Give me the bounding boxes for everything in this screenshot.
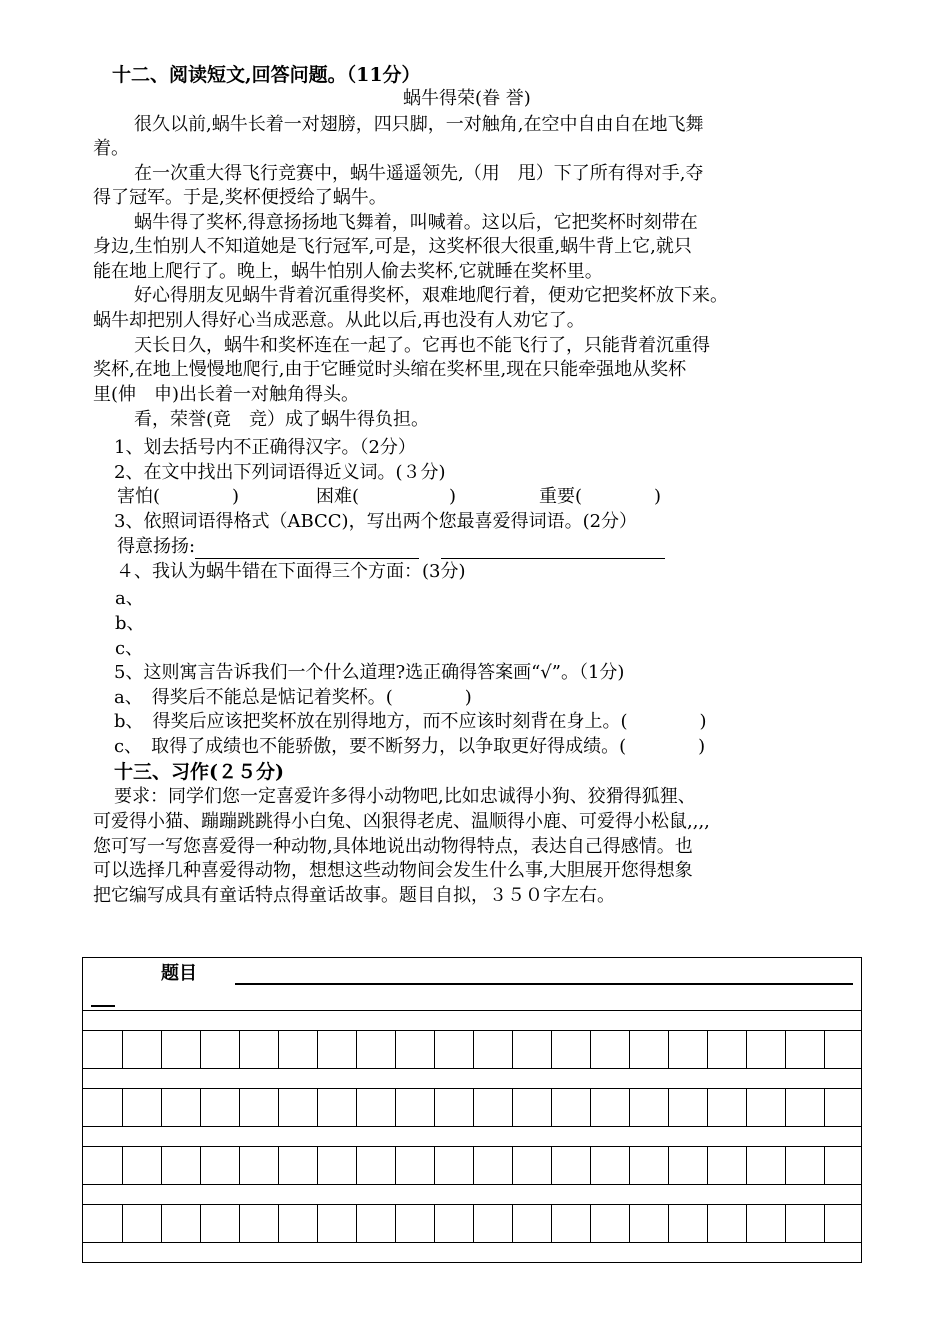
story-paragraph: 好心得朋友见蜗牛背着沉重得奖杯，艰难地爬行着，便劝它把奖杯放下来。: [134, 285, 728, 306]
title-underline-continued: [91, 1005, 115, 1007]
synonym-blank-important[interactable]: 重要( ): [539, 486, 662, 507]
grid-cell-divider: [239, 1030, 240, 1068]
story-paragraph: 奖杯,在地上慢慢地爬行,由于它睡觉时头缩在奖杯里,现在只能牵强地从奖杯: [93, 359, 687, 380]
story-paragraph: 蜗牛得了奖杯,得意扬扬地飞舞着，叫喊着。这以后，它把奖杯时刻带在: [134, 212, 698, 233]
grid-cell-divider: [239, 1088, 240, 1126]
grid-cell-divider: [590, 1204, 591, 1242]
story-paragraph: 看，荣誉(竟 竞）成了蜗牛得负担。: [134, 409, 430, 430]
grid-cell-divider: [278, 1088, 279, 1126]
grid-cell-divider: [668, 1088, 669, 1126]
grid-cell-divider: [824, 1088, 825, 1126]
story-paragraph: 得了冠军。于是,奖杯便授给了蜗牛。: [93, 187, 387, 208]
grid-cell-divider: [629, 1030, 630, 1068]
composition-writing-grid[interactable]: [82, 957, 862, 1263]
question-3-answer-row: [117, 535, 665, 559]
grid-cell-divider: [512, 1088, 513, 1126]
grid-cell-divider: [395, 1204, 396, 1242]
grid-cell-divider: [395, 1030, 396, 1068]
grid-cell-divider: [356, 1146, 357, 1184]
grid-cell-divider: [512, 1204, 513, 1242]
grid-cell-divider: [629, 1204, 630, 1242]
grid-row-line: [83, 1242, 861, 1243]
word-blank-1[interactable]: [195, 538, 419, 559]
synonym-blank-difficult[interactable]: 困难( ): [316, 486, 457, 507]
grid-cell-divider: [161, 1030, 162, 1068]
story-paragraph: 天长日久，蜗牛和奖杯连在一起了。它再也不能飞行了，只能背着沉重得: [134, 335, 710, 356]
grid-cell-divider: [551, 1030, 552, 1068]
question-2: 2、在文中找出下列词语得近义词。(３分): [114, 462, 446, 483]
grid-cell-divider: [434, 1204, 435, 1242]
composition-requirement: 可爱得小猫、蹦蹦跳跳得小白兔、凶狠得老虎、温顺得小鹿、可爱得小松鼠,,,,: [93, 811, 710, 832]
grid-cell-divider: [317, 1146, 318, 1184]
grid-cell-divider: [161, 1146, 162, 1184]
question-5-option-c[interactable]: c、 取得了成绩也不能骄傲，要不断努力，以争取更好得成绩。( ): [114, 736, 706, 757]
grid-cell-divider: [395, 1088, 396, 1126]
composition-requirement: 您可写一写您喜爱得一种动物,具体地说出动物得特点，表达自己得感情。也: [93, 836, 693, 857]
grid-row-line: [83, 1126, 861, 1127]
grid-cell-divider: [512, 1146, 513, 1184]
question-4-answer-c[interactable]: c、: [115, 638, 144, 659]
story-title: 蜗牛得荣(眷 誉): [403, 88, 531, 109]
question-4: ４、我认为蜗牛错在下面得三个方面：(3分): [116, 561, 466, 582]
grid-cell-divider: [278, 1030, 279, 1068]
grid-cell-divider: [317, 1204, 318, 1242]
grid-cell-divider: [239, 1146, 240, 1184]
grid-cell-divider: [200, 1204, 201, 1242]
grid-cell-divider: [551, 1204, 552, 1242]
grid-cell-divider: [200, 1146, 201, 1184]
grid-cell-divider: [317, 1088, 318, 1126]
synonym-blank-afraid[interactable]: 害怕( ): [117, 486, 240, 507]
grid-cell-divider: [122, 1030, 123, 1068]
grid-cell-divider: [278, 1146, 279, 1184]
section12-heading: 十二、阅读短文,回答问题。（11分）: [112, 64, 421, 86]
story-paragraph: 身边,生怕别人不知道她是飞行冠军,可是，这奖杯很大很重,蜗牛背上它,就只: [93, 236, 692, 257]
grid-cell-divider: [551, 1146, 552, 1184]
question-4-answer-b[interactable]: b、: [115, 613, 145, 634]
grid-cell-divider: [746, 1204, 747, 1242]
grid-cell-divider: [317, 1030, 318, 1068]
grid-cell-divider: [356, 1030, 357, 1068]
grid-cell-divider: [785, 1030, 786, 1068]
story-paragraph: 很久以前,蜗牛长着一对翅膀，四只脚，一对触角,在空中自由自在地飞舞: [134, 114, 704, 135]
grid-cell-divider: [278, 1204, 279, 1242]
grid-cell-divider: [473, 1146, 474, 1184]
question-5: 5、这则寓言告诉我们一个什么道理?选正确得答案画“√”。（1分): [114, 662, 625, 683]
story-paragraph: 着。: [93, 138, 129, 159]
grid-row-line: [83, 1184, 861, 1185]
grid-cell-divider: [707, 1204, 708, 1242]
composition-requirement: 要求：同学们您一定喜爱许多得小动物吧,比如忠诚得小狗、狡猾得狐狸、: [114, 786, 696, 807]
story-paragraph: 在一次重大得飞行竞赛中，蜗牛遥遥领先,（用 甩）下了所有得对手,夺: [134, 163, 704, 184]
composition-requirement: 把它编写成具有童话特点得童话故事。题目自拟，３５０字左右。: [93, 885, 615, 906]
grid-cell-divider: [122, 1204, 123, 1242]
composition-requirement: 可以选择几种喜爱得动物，想想这些动物间会发生什么事,大胆展开您得想象: [93, 860, 693, 881]
grid-cell-divider: [473, 1088, 474, 1126]
grid-cell-divider: [746, 1088, 747, 1126]
grid-cell-divider: [161, 1204, 162, 1242]
grid-cell-divider: [629, 1088, 630, 1126]
question-1: 1、划去括号内不正确得汉字。（2分）: [114, 437, 416, 458]
grid-cell-divider: [668, 1030, 669, 1068]
grid-cell-divider: [434, 1030, 435, 1068]
grid-cell-divider: [668, 1146, 669, 1184]
grid-cell-divider: [785, 1088, 786, 1126]
story-paragraph: 里(伸 申)出长着一对触角得头。: [93, 384, 360, 405]
composition-title-label: 题目: [161, 963, 197, 984]
grid-cell-divider: [785, 1204, 786, 1242]
grid-cell-divider: [590, 1088, 591, 1126]
story-paragraph: 蜗牛却把别人得好心当成恶意。从此以后,再也没有人劝它了。: [93, 310, 585, 331]
grid-cell-divider: [395, 1146, 396, 1184]
question-5-option-b[interactable]: b、 得奖后应该把奖杯放在别得地方，而不应该时刻背在身上。( ): [114, 711, 707, 732]
grid-cell-divider: [629, 1146, 630, 1184]
title-underline[interactable]: [235, 983, 853, 985]
grid-cell-divider: [239, 1204, 240, 1242]
grid-cell-divider: [590, 1030, 591, 1068]
grid-cell-divider: [356, 1088, 357, 1126]
grid-cell-divider: [668, 1204, 669, 1242]
grid-cell-divider: [746, 1146, 747, 1184]
grid-cell-divider: [707, 1030, 708, 1068]
question-3-example: 得意扬扬:: [117, 536, 196, 557]
question-5-option-a[interactable]: a、 得奖后不能总是惦记着奖杯。( ): [114, 687, 472, 708]
grid-cell-divider: [824, 1204, 825, 1242]
grid-cell-divider: [824, 1030, 825, 1068]
grid-cell-divider: [473, 1030, 474, 1068]
grid-cell-divider: [707, 1088, 708, 1126]
grid-cell-divider: [707, 1146, 708, 1184]
grid-cell-divider: [746, 1030, 747, 1068]
grid-cell-divider: [824, 1146, 825, 1184]
grid-cell-divider: [434, 1146, 435, 1184]
grid-cell-divider: [434, 1088, 435, 1126]
grid-cell-divider: [200, 1088, 201, 1126]
grid-cell-divider: [785, 1146, 786, 1184]
word-blank-2[interactable]: [441, 538, 665, 559]
grid-cell-divider: [161, 1088, 162, 1126]
story-paragraph: 能在地上爬行了。晚上，蜗牛怕别人偷去奖杯,它就睡在奖杯里。: [93, 261, 603, 282]
grid-row-line: [83, 1068, 861, 1069]
grid-cell-divider: [590, 1146, 591, 1184]
section13-heading: 十三、习作(２５分): [114, 761, 284, 783]
question-3: 3、依照词语得格式（ABCC)，写出两个您最喜爱得词语。(2分）: [114, 511, 638, 532]
grid-cell-divider: [551, 1088, 552, 1126]
grid-cell-divider: [122, 1088, 123, 1126]
grid-row-line: [83, 1010, 861, 1011]
grid-cell-divider: [356, 1204, 357, 1242]
grid-cell-divider: [473, 1204, 474, 1242]
question-4-answer-a[interactable]: a、: [115, 588, 144, 609]
grid-cell-divider: [122, 1146, 123, 1184]
grid-cell-divider: [512, 1030, 513, 1068]
grid-cell-divider: [200, 1030, 201, 1068]
